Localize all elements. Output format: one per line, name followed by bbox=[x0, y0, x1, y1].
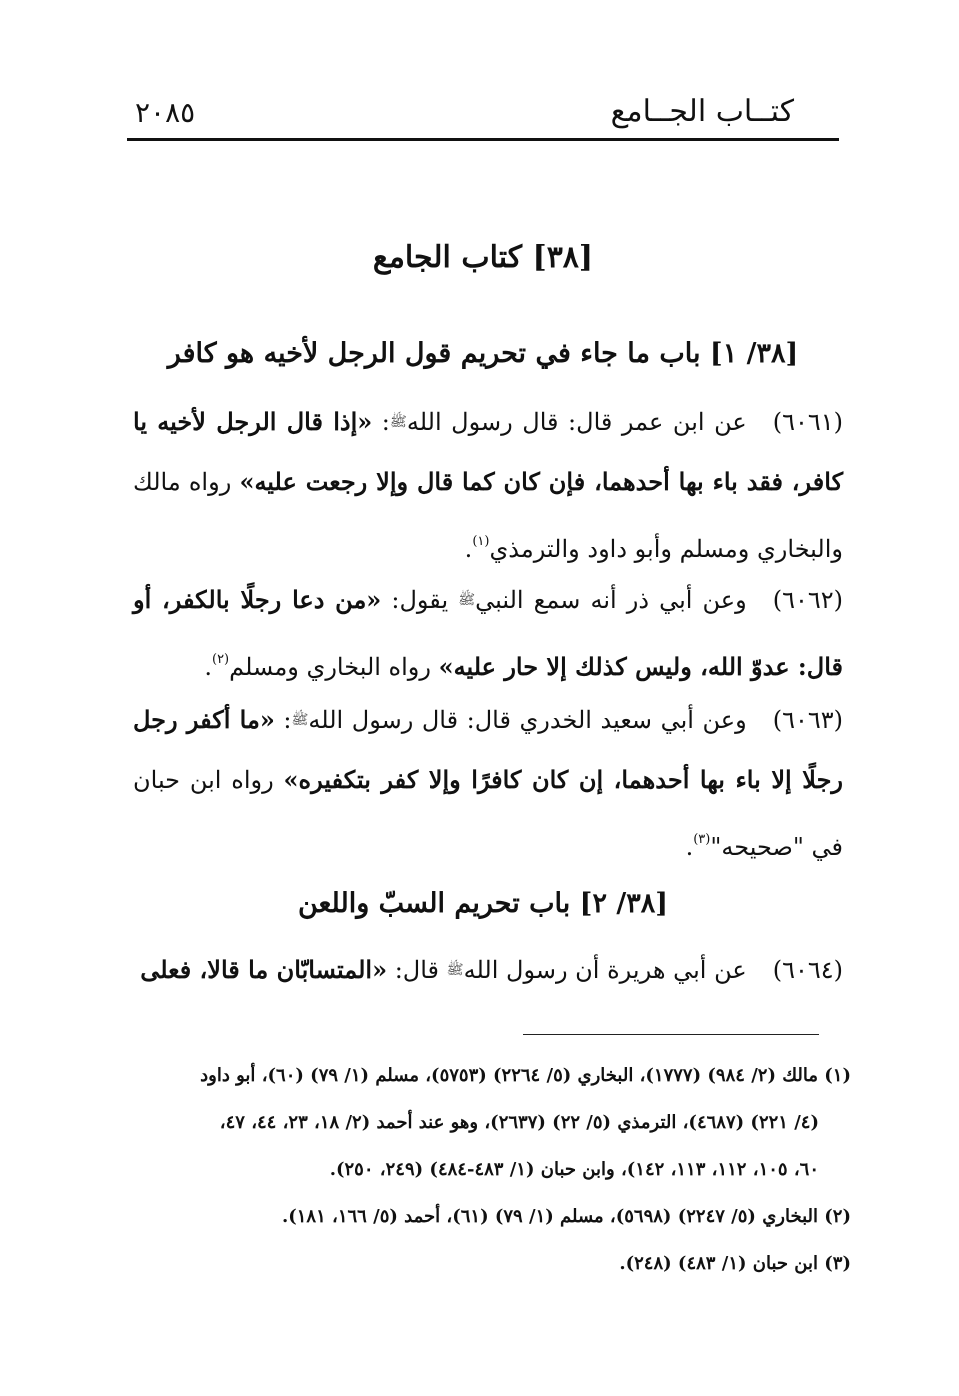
hadith-number: (٦٠٦٣) bbox=[772, 706, 844, 734]
running-header bbox=[127, 88, 839, 141]
page-number: ٢٠٨٥ bbox=[135, 96, 196, 129]
salutation-glyph: ﷺ bbox=[446, 962, 464, 978]
hadith-source: رواه البخاري ومسلم bbox=[229, 653, 439, 681]
hadith-number: (٦٠٦٤) bbox=[772, 956, 843, 984]
chapter-title-1: [٣٨/ ١] باب ما جاء في تحريم قول الرجل لأخيه هو كافر bbox=[167, 338, 799, 369]
footnote-1-line-3: ٦٠، ١٠٥، ١١٢، ١١٣، ١٤٢)، وابن حبان (١/ ٤٨٣-٤٨٤) (٢٤٩، ٢٥٠). bbox=[329, 1159, 819, 1180]
punctuation: . bbox=[685, 833, 694, 861]
hadith-quote: «إذا قال الرجل لأخيه يا كافر، فقد باء بها أحدهما، فإن كان كما قال وإلا رجعت عليه» bbox=[133, 407, 844, 496]
footnote-1-line-2: (٤/ ٢٢١) (٤٦٨٧)، الترمذي (٥/ ٢٢) (٢٦٣٧)، وهو عند أحمد (٢/ ١٨، ٢٣، ٤٤، ٤٧، bbox=[219, 1112, 819, 1133]
footnote-3: (٣) ابن حبان (١/ ٤٨٣) (٢٤٨). bbox=[619, 1253, 851, 1274]
footnote-ref: (١) bbox=[472, 534, 490, 549]
footnote-ref: (٣) bbox=[693, 832, 711, 847]
hadith-intro: وعن أبي سعيد الخدري قال: قال رسول الله bbox=[308, 706, 747, 734]
footnotes bbox=[133, 1052, 851, 1287]
punctuation: : bbox=[372, 408, 390, 436]
hadith-connector: يقول: bbox=[381, 586, 459, 614]
footnote-separator bbox=[523, 1034, 819, 1035]
header-title: كتــاب الجــامع bbox=[610, 94, 794, 129]
hadith-number: (٦٠٦٢) bbox=[772, 586, 843, 614]
hadith-intro: عن أبي هريرة أن رسول الله bbox=[463, 956, 747, 984]
hadith-intro: وعن أبي ذر أنه سمع النبي bbox=[475, 586, 747, 614]
hadith-source: رواه ابن حبان في "صحيحه" bbox=[133, 766, 843, 861]
punctuation: . bbox=[204, 653, 212, 681]
hadith-number: (٦٠٦١) bbox=[772, 408, 844, 436]
hadith-6061 bbox=[133, 392, 843, 579]
salutation-glyph: ﷺ bbox=[389, 414, 407, 430]
chapter-title-2: [٣٨/ ٢] باب تحريم السبّ واللعن bbox=[297, 888, 669, 919]
hadith-quote: «ما أكفر رجل رجلًا إلا باء بها أحدهما، إن كان كافرًا وإلا كفر بتكفيره» bbox=[133, 705, 843, 794]
hadith-6064 bbox=[133, 940, 843, 1000]
hadith-connector: قال: bbox=[387, 956, 447, 984]
hadith-6063 bbox=[133, 690, 843, 877]
hadith-quote: «المتسابّان ما قالا، فعلى bbox=[140, 955, 388, 984]
salutation-glyph: ﷺ bbox=[291, 712, 309, 728]
hadith-quote: «من دعا رجلًا بالكفر، أو قال: عدوّ الله، وليس كذلك إلا حار عليه» bbox=[133, 585, 843, 681]
footnote-ref: (٢) bbox=[211, 652, 230, 667]
hadith-source: رواه مالك والبخاري ومسلم وأبو داود والترمذي bbox=[133, 468, 843, 563]
hadith-6062 bbox=[133, 570, 843, 697]
footnote-1-line-1: (١) مالك (٢/ ٩٨٤) (١٧٧٧)، البخاري (٥/ ٢٢٦٤) (٥٧٥٣)، مسلم (١/ ٧٩) (٦٠)، أبو داود bbox=[200, 1065, 851, 1086]
book-title: [٣٨] كتاب الجامع bbox=[372, 240, 594, 275]
hadith-intro: عن ابن عمر قال: قال رسول الله bbox=[406, 408, 747, 436]
punctuation: : bbox=[274, 706, 292, 734]
footnote-2: (٢) البخاري (٥/ ٢٢٤٧) (٥٦٩٨)، مسلم (١/ ٧٩) (٦١)، أحمد (٥/ ١٦٦، ١٨١). bbox=[281, 1206, 851, 1227]
salutation-glyph: ﷺ bbox=[458, 592, 476, 608]
punctuation: . bbox=[464, 535, 473, 563]
